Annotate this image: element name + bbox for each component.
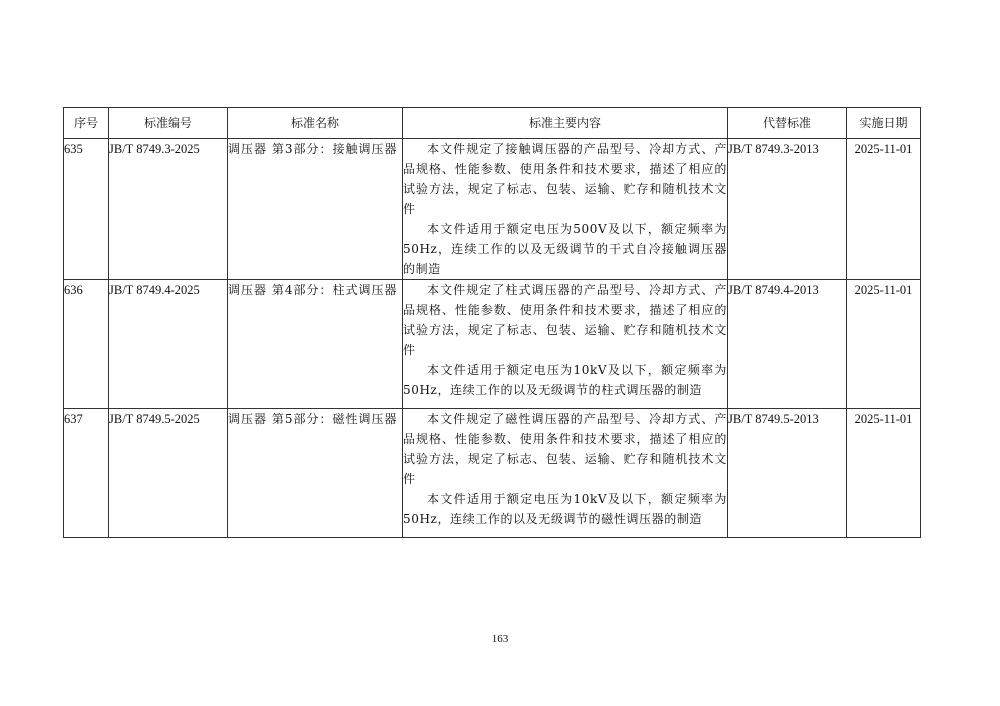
row-main-content: [403, 280, 728, 409]
row-serial: 636: [64, 280, 109, 409]
header-standard-code: 标准编号: [109, 108, 228, 139]
table-row: [64, 409, 921, 538]
content-paragraph: 本文件适用于额定电压为10kV及以下，额定频率为50Hz，连续工作的以及无级调节的柱式调压器的制造: [403, 363, 727, 397]
content-paragraph: 本文件适用于额定电压为500V及以下，额定频率为50Hz，连续工作的以及无级调节的干式自冷接触调压器的制造: [403, 222, 727, 276]
content-paragraph: 本文件规定了接触调压器的产品型号、冷却方式、产品规格、性能参数、使用条件和技术要求，描述了相应的试验方法，规定了标志、包装、运输、贮存和随机技术文件: [403, 142, 727, 216]
row-effective-date: 2025-11-01: [847, 280, 921, 409]
row-serial: 637: [64, 409, 109, 538]
row-main-content: [403, 409, 728, 538]
row-effective-date: 2025-11-01: [847, 409, 921, 538]
row-standard-name: 调压器 第3部分：接触调压器: [228, 139, 403, 280]
standards-table: [63, 107, 921, 538]
header-standard-name: 标准名称: [228, 108, 403, 139]
table-header-row: [64, 108, 921, 139]
row-replaced-standard: JB/T 8749.4-2013: [728, 280, 847, 409]
content-paragraph: 本文件适用于额定电压为10kV及以下，额定频率为50Hz，连续工作的以及无级调节的磁性调压器的制造: [403, 492, 727, 526]
row-standard-code: JB/T 8749.3-2025: [109, 139, 228, 280]
row-replaced-standard: JB/T 8749.3-2013: [728, 139, 847, 280]
row-standard-code: JB/T 8749.5-2025: [109, 409, 228, 538]
row-standard-name: 调压器 第5部分：磁性调压器: [228, 409, 403, 538]
page-number: 163: [491, 633, 509, 645]
content-paragraph: 本文件规定了柱式调压器的产品型号、冷却方式、产品规格、性能参数、使用条件和技术要求，描述了相应的试验方法，规定了标志、包装、运输、贮存和随机技术文件: [403, 283, 727, 357]
row-serial: 635: [64, 139, 109, 280]
header-main-content: 标准主要内容: [403, 108, 728, 139]
row-effective-date: 2025-11-01: [847, 139, 921, 280]
row-main-content: [403, 139, 728, 280]
row-standard-code: JB/T 8749.4-2025: [109, 280, 228, 409]
header-effective-date: 实施日期: [847, 108, 921, 139]
table-row: [64, 139, 921, 280]
header-replaced-standard: 代替标准: [728, 108, 847, 139]
table-row: [64, 280, 921, 409]
row-standard-name: 调压器 第4部分：柱式调压器: [228, 280, 403, 409]
content-paragraph: 本文件规定了磁性调压器的产品型号、冷却方式、产品规格、性能参数、使用条件和技术要求，描述了相应的试验方法，规定了标志、包装、运输、贮存和随机技术文件: [403, 412, 727, 486]
header-serial: 序号: [64, 108, 109, 139]
row-replaced-standard: JB/T 8749.5-2013: [728, 409, 847, 538]
